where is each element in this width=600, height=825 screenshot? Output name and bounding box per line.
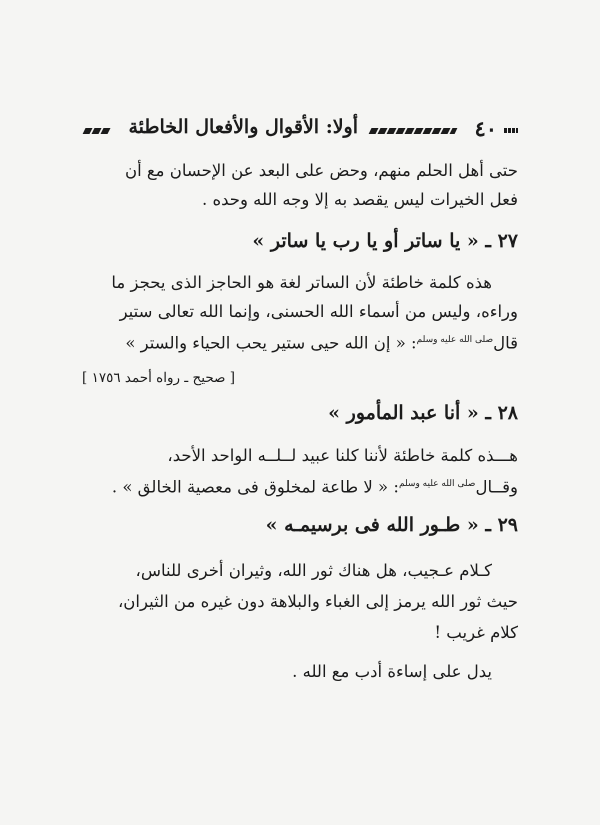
intro-line-2: فعل الخيرات ليس يقصد به إلا وجه الله وحده . — [201, 190, 518, 209]
header-ornament-left — [83, 128, 112, 134]
item-29-paragraph — [82, 555, 518, 687]
page-header — [82, 116, 518, 146]
item-29-line-2: حيث ثور الله يرمز إلى الغباء والبلاهة دون غيره من الثيران، — [117, 592, 518, 611]
intro-line-1: حتى أهل الحلم منهم، وحض على البعد عن الإحسان مع أن — [124, 161, 518, 180]
item-28-heading: ٢٨ ـ « أنا عبد المأمور » — [328, 402, 518, 424]
item-27-line-3: قالصلى الله عليه وسلم: « إن الله حيى ستير يحب الحياء والستر » — [82, 326, 518, 358]
hadith-reference: [ صحيح ـ رواه أحمد ١٧٥٦ ] — [82, 370, 236, 386]
item-27-line-1: هذه كلمة خاطئة لأن الساتر لغة هو الحاجز الذى يحجز ما — [111, 273, 492, 292]
item-28-line-2: وقــالصلى الله عليه وسلم: « لا طاعة لمخلوق فى معصية الخالق » . — [82, 470, 518, 502]
page-number-text: ٤٠ — [474, 116, 497, 141]
salutation-glyph: صلى الله عليه وسلم — [416, 335, 494, 345]
item-29-line-3: كلام غريب ! — [434, 623, 518, 642]
item-27-line-2: وراءه، وليس من أسماء الله الحسنى، وإنما الله تعالى ستير — [119, 302, 518, 321]
item-27-heading: ٢٧ ـ « يا ساتر أو يا رب يا ساتر » — [252, 230, 518, 252]
item-28-line-1: هـــذه كلمة خاطئة لأننا كلنا عبيد لــلــه الواحد الأحد، — [167, 446, 518, 465]
item-29-heading: ٢٩ ـ « طـور الله فى برسيمـه » — [265, 514, 518, 536]
intro-paragraph — [82, 156, 518, 214]
item-29-line-1: كـلام عـجيب، هل هناك ثور الله، وثيران أخرى للناس، — [135, 561, 492, 580]
header-ornament-middle — [369, 128, 458, 134]
item-29-line-4: يدل على إساءة أدب مع الله . — [292, 662, 492, 681]
item-28-paragraph — [82, 441, 518, 502]
page-number — [474, 116, 518, 141]
page-number-ornament — [504, 128, 518, 133]
item-27-paragraph — [82, 268, 518, 358]
chapter-title: أولا: الأقوال والأفعال الخاطئة — [128, 116, 358, 138]
salutation-glyph: صلى الله عليه وسلم — [398, 479, 476, 489]
